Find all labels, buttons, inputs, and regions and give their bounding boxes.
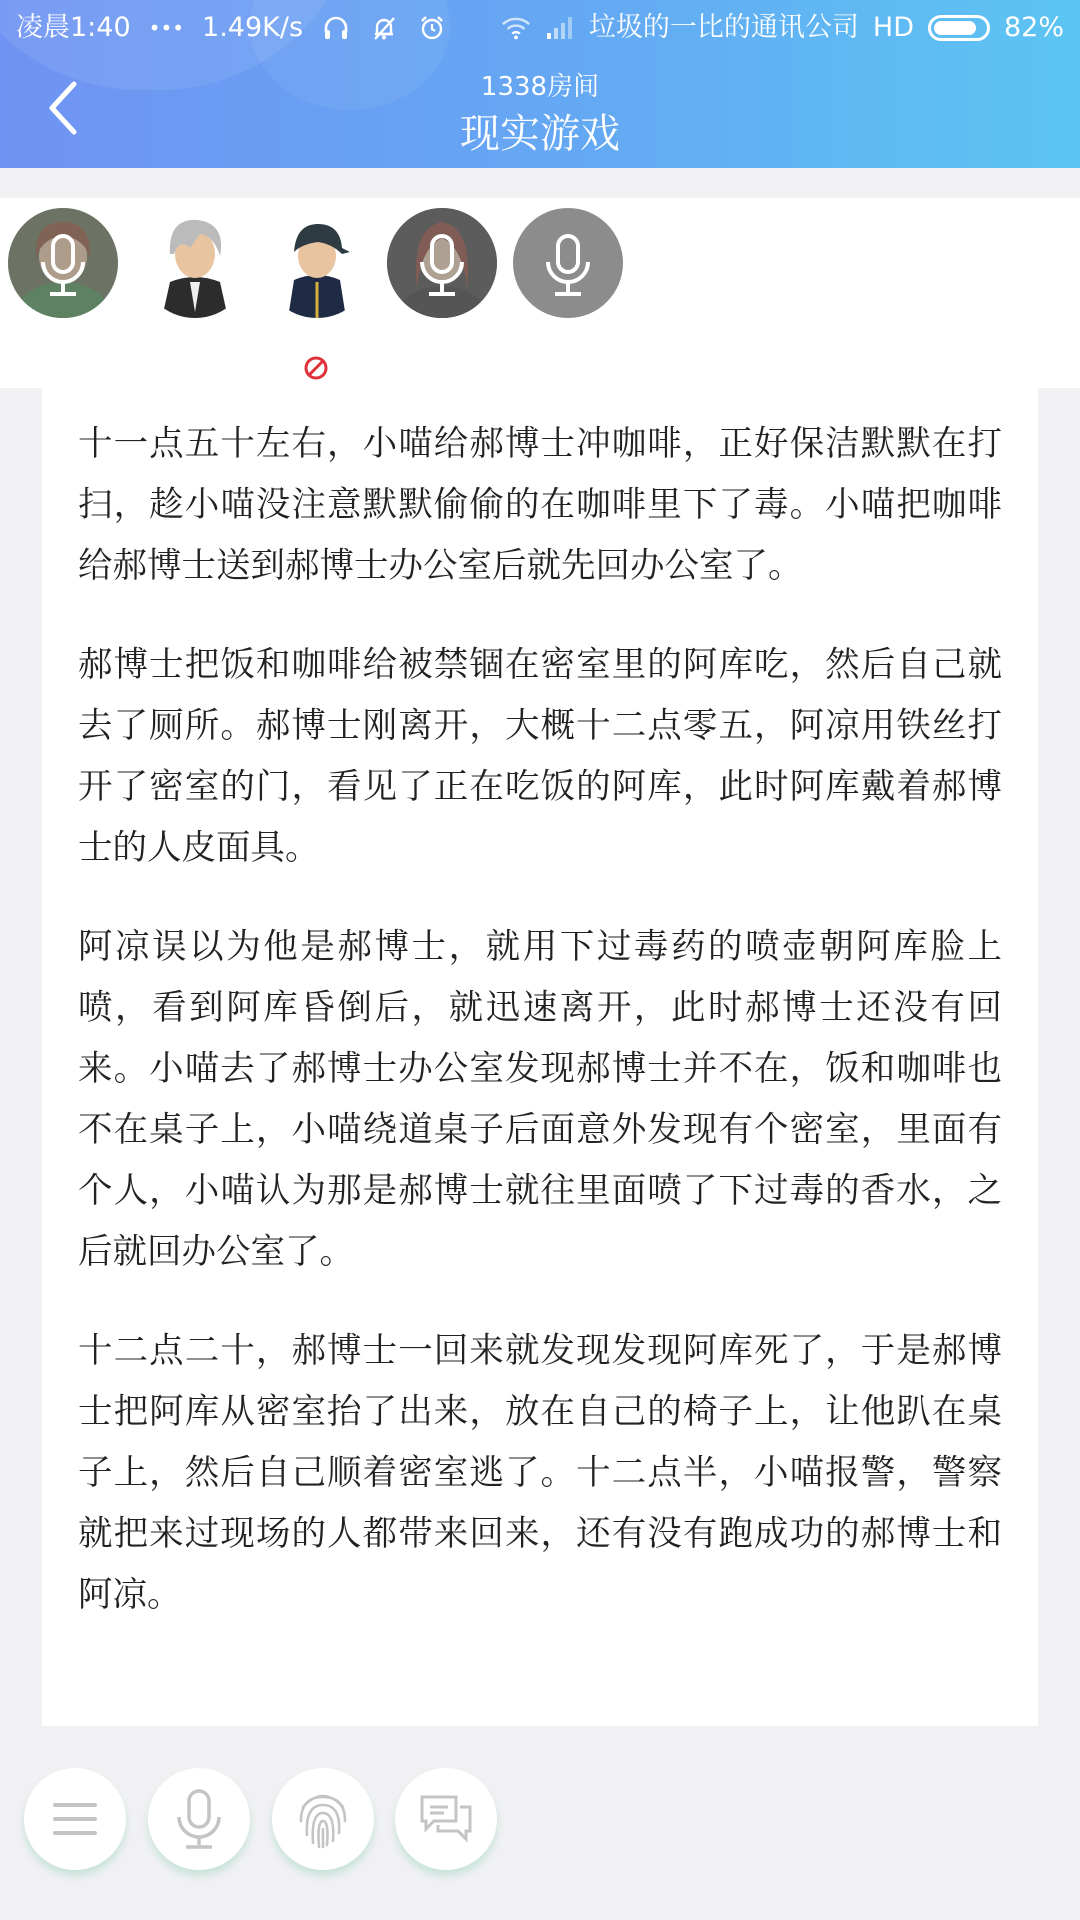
status-dots: ••• [148, 16, 185, 40]
story-paragraph: 十二点二十，郝博士一回来就发现发现阿库死了，于是郝博士把阿库从密室抬了出来，放在自己的椅子上，让他趴在桌子上，然后自己顺着密室逃了。十二点半，小喵报警，警察就把来过现场的人都带来回来，还有没有跑成功的郝博士和阿凉。 [78, 1331, 1002, 1615]
wifi-icon [501, 13, 531, 43]
microphone-icon [174, 1787, 224, 1851]
battery-icon [928, 15, 990, 41]
story-paragraph: 十一点五十左右，小喵给郝博士冲咖啡，正好保洁默默在打扫，趁小喵没注意默默偷偷的在咖啡里下了毒。小喵把咖啡给郝博士送到郝博士办公室后就先回办公室了。 [78, 424, 1002, 586]
status-bar [0, 0, 1080, 56]
carrier-name: 垃圾的一比的通讯公司 [588, 12, 859, 43]
fingerprint-button[interactable] [272, 1768, 374, 1870]
chat-icon [418, 1793, 474, 1845]
menu-button[interactable] [24, 1768, 126, 1870]
header-bar [0, 0, 1080, 168]
menu-icon [51, 1799, 99, 1839]
headphones-icon [321, 13, 351, 43]
alarm-icon [417, 13, 447, 43]
battery-percent: 82% [1003, 12, 1064, 43]
microphone-icon [513, 208, 623, 318]
bottom-toolbar [0, 1726, 1080, 1920]
status-time: 凌晨1:40 [16, 12, 131, 43]
fingerprint-icon [295, 1787, 351, 1851]
player-seat-5[interactable] [513, 208, 623, 318]
player-seat-4[interactable] [387, 208, 497, 318]
network-speed: 1.49K/s [202, 12, 304, 43]
player-seats [0, 198, 1080, 388]
player-seat-3[interactable] [262, 208, 372, 318]
chat-button[interactable] [395, 1768, 497, 1870]
story-paragraph: 郝博士把饭和咖啡给被禁锢在密室里的阿库吃，然后自己就去了厕所。郝博士刚离开，大概十二点零五，阿凉用铁丝打开了密室的门，看见了正在吃饭的阿库，此时阿库戴着郝博士的人皮面具。 [78, 645, 1002, 868]
story-panel[interactable] [42, 388, 1038, 1726]
muted-icon [302, 354, 330, 382]
story-paragraph: 阿凉误以为他是郝博士，就用下过毒药的喷壶朝阿库脸上喷，看到阿库昏倒后，就迅速离开，此时郝博士还没有回来。小喵去了郝博士办公室发现郝博士并不在，饭和咖啡也不在桌子上，小喵绕道桌子后面意外发现有个密室，里面有个人，小喵认为那是郝博士就往里面喷了下过毒的香水，之后就回办公室了。 [78, 927, 1002, 1272]
room-number: 1338房间 [480, 72, 600, 102]
bell-muted-icon [369, 13, 399, 43]
microphone-icon [8, 208, 118, 318]
signal-icon [545, 13, 575, 43]
microphone-icon [387, 208, 497, 318]
avatar [262, 208, 372, 318]
player-seat-1[interactable] [8, 208, 118, 318]
hd-indicator: HD [872, 12, 914, 43]
player-seat-2[interactable] [140, 208, 250, 318]
page-title: 现实游戏 [460, 111, 620, 157]
voice-button[interactable] [148, 1768, 250, 1870]
avatar [140, 208, 250, 318]
